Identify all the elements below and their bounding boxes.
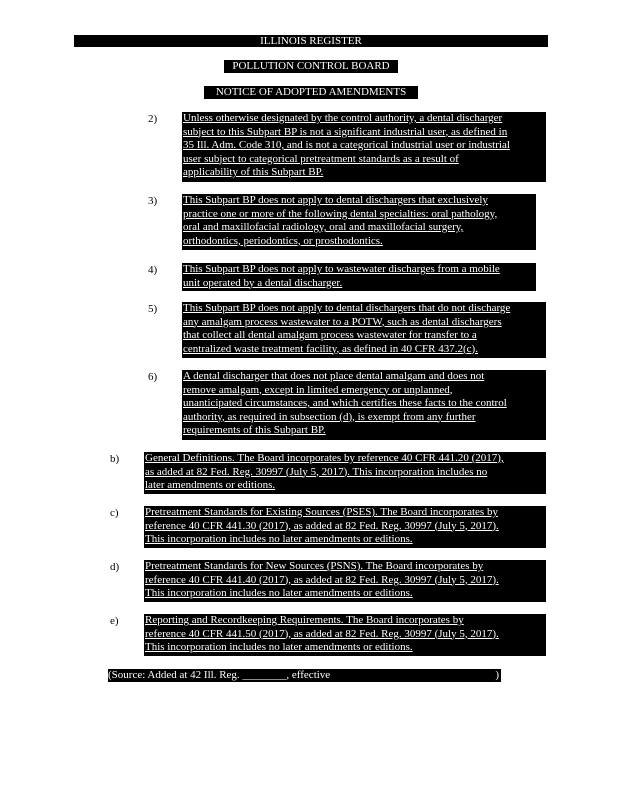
text-line: reference 40 CFR 441.40 (2017), as added at 82 Fed. Reg. 30997 (July 5, 2017). [145,573,499,586]
item-4-text [182,263,536,291]
item-number: 4) [148,264,158,276]
text-line: A dental discharger that does not place dental amalgam and does not [183,370,485,382]
item-number: 5) [148,303,158,315]
source-note [108,669,501,682]
text-line: General Definitions. The Board incorporates by reference 40 CFR 441.20 (2017), [145,452,504,464]
board-title-text: POLLUTION CONTROL BOARD [232,60,390,72]
source-close: ) [495,669,499,681]
section-c-text [144,506,546,548]
item-3-text [182,194,536,250]
text-line: any amalgam process wastewater to a POTW, such as dental dischargers [183,315,502,328]
text-line: that collect all dental amalgam process wastewater for transfer to a [183,329,477,341]
text-line: Reporting and Recordkeeping Requirements. The Board incorporates by [145,614,464,626]
text-line: centralized waste treatment facility, as defined in 40 CFR 437.2(c). [183,342,478,355]
source-text: (Source: Added at 42 Ill. Reg. ________, effective [108,669,331,681]
text-line: reference 40 CFR 441.50 (2017), as added at 82 Fed. Reg. 30997 (July 5, 2017). [145,627,499,640]
text-line: This Subpart BP does not apply to dental dischargers that exclusively [183,194,488,206]
text-line: subject to this Subpart BP is not a significant industrial user, as defined in [183,125,508,138]
notice-title [204,86,418,99]
text-line: reference 40 CFR 441.30 (2017), as added at 82 Fed. Reg. 30997 (July 5, 2017). [145,519,499,532]
text-line: This incorporation includes no later amendments or editions. [145,533,413,545]
text-line: unit operated by a dental discharger. [183,276,343,289]
text-line: This incorporation includes no later amendments or editions. [145,641,413,653]
text-line: This Subpart BP does not apply to dental dischargers that do not discharge [183,302,511,314]
item-5-text [182,302,546,358]
item-number: 3) [148,195,158,207]
text-line: This incorporation includes no later amendments or editions. [145,587,413,599]
item-number: 6) [148,371,158,383]
item-2-text [182,112,546,182]
section-d-text [144,560,546,602]
item-number: 2) [148,113,158,125]
section-letter: e) [110,615,119,627]
section-e-text [144,614,546,656]
text-line: requirements of this Subpart BP. [183,424,326,436]
text-line: This Subpart BP does not apply to wastewater discharges from a mobile [183,263,500,275]
register-title [74,35,548,47]
text-line: remove amalgam, except in limited emergency or unplanned, [183,383,453,396]
text-line: applicability of this Subpart BP. [183,166,324,178]
section-letter: c) [110,507,119,519]
text-line: Unless otherwise designated by the control authority, a dental discharger [183,112,503,124]
text-line: 35 Ill. Adm. Code 310, and is not a categorical industrial user or industrial [183,139,510,151]
text-line: Pretreatment Standards for New Sources (PSNS). The Board incorporates by [145,560,484,572]
item-6-text [182,370,546,440]
text-line: Pretreatment Standards for Existing Sources (PSES). The Board incorporates by [145,506,498,518]
section-b-text [144,452,546,494]
text-line: oral and maxillofacial radiology, oral and maxillofacial surgery, [183,221,464,233]
text-line: later amendments or editions. [145,479,276,491]
register-title-text: ILLINOIS REGISTER [260,35,362,47]
section-letter: b) [110,453,120,465]
text-line: user subject to categorical pretreatment standards as a result of [183,152,459,165]
text-line: authority, as required in subsection (d), is exempt from any further [183,410,476,423]
text-line: unanticipated circumstances, and which certifies these facts to the control [183,397,507,409]
text-line: as added at 82 Fed. Reg. 30997 (July 5, 2017). This incorporation includes no [145,465,488,478]
board-title [224,60,398,73]
text-line: orthodontics, periodontics, or prosthodontics. [183,234,383,247]
notice-title-text: NOTICE OF ADOPTED AMENDMENTS [215,86,407,98]
section-letter: d) [110,561,120,573]
text-line: practice one or more of the following dental specialties: oral pathology, [183,207,498,220]
